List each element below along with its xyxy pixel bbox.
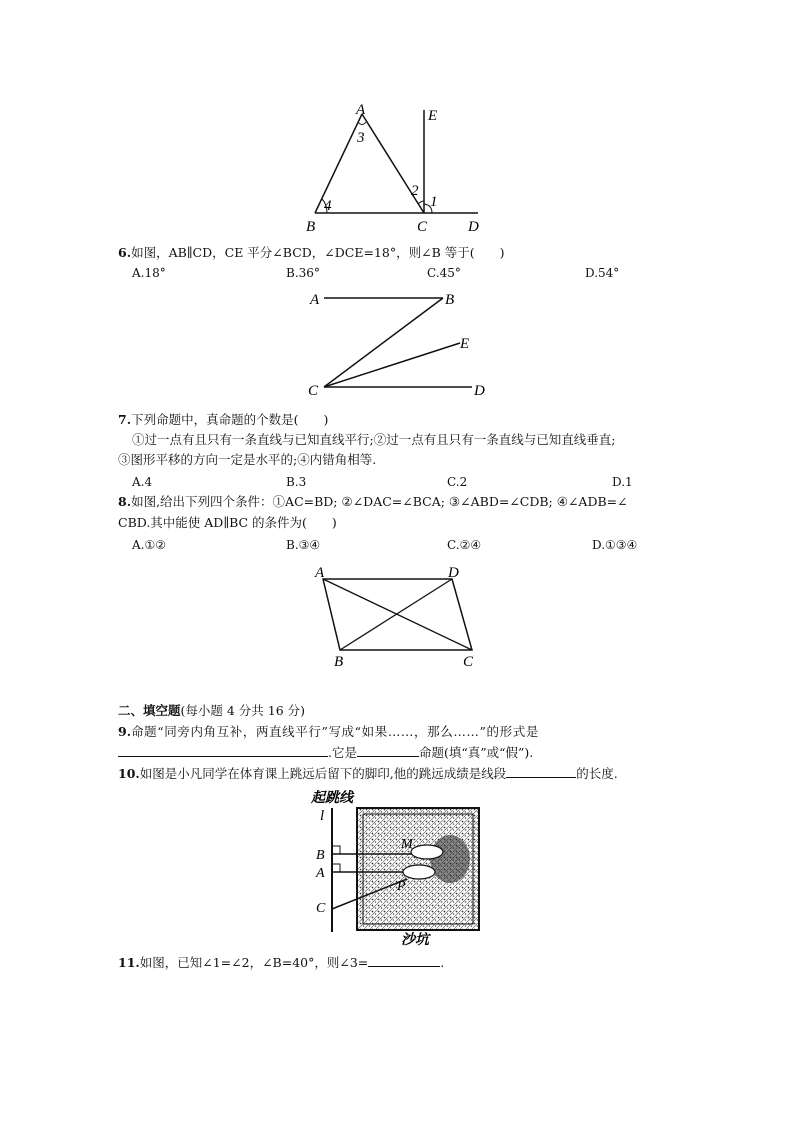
label-e: E — [428, 108, 438, 124]
footprint-p — [403, 865, 435, 879]
diagonal-ac — [323, 579, 472, 650]
label-c: C — [417, 219, 428, 235]
question-8-stem-line1: 如图,给出下列四个条件：①AC=BD; ②∠DAC=∠BCA; ③∠ABD=∠CDB; ④∠ADB=∠ — [131, 494, 628, 509]
footprint-dark — [430, 835, 470, 883]
question-7-statements-line2: ③图形平移的方向一定是水平的;④内错角相等. — [118, 452, 377, 467]
q8-option-c: C.②④ — [447, 538, 482, 552]
label-b: B — [334, 654, 344, 670]
question-7-statements-line1: ①过一点有且只有一条直线与已知直线平行;②过一点有且只有一条直线与已知直线垂直; — [132, 432, 616, 447]
figure-long-jump — [305, 784, 495, 949]
question-8-stem-line2: CBD.其中能使 AD∥BC 的条件为( ) — [118, 515, 337, 530]
label-a: A — [316, 866, 325, 881]
diagonal-bd — [340, 579, 452, 650]
label-2: 2 — [411, 183, 419, 199]
label-a: A — [310, 292, 320, 308]
question-9-stem: 命题“同旁内角互补，两直线平行”写成“如果……，那么……”的形式是 — [131, 724, 539, 739]
section-2-heading — [118, 702, 305, 720]
question-6-stem: 如图，AB∥CD，CE 平分∠BCD，∠DCE=18°，则∠B 等于( ) — [131, 245, 505, 260]
label-p: P — [397, 879, 406, 894]
question-7-number: 7. — [118, 412, 132, 427]
q7-option-d: D.1 — [612, 475, 633, 489]
question-9-line2 — [118, 743, 533, 762]
question-9-mid: .它是 — [328, 745, 357, 760]
label-a: A — [356, 102, 366, 118]
right-angle-mark-b — [332, 846, 340, 854]
q6-option-c: C.45° — [427, 266, 461, 280]
question-7 — [118, 411, 328, 429]
answer-blank-10[interactable] — [506, 764, 576, 778]
angle-arc-2 — [418, 201, 424, 204]
label-d: D — [474, 383, 485, 399]
label-1: 1 — [430, 194, 438, 210]
question-8-number: 8. — [118, 494, 132, 509]
question-9 — [118, 723, 539, 741]
question-11 — [118, 953, 444, 972]
section-2-title: 二、填空题 — [118, 703, 181, 718]
question-11-tail: . — [440, 955, 445, 970]
q6-option-a: A.18° — [132, 266, 166, 280]
label-b: B — [445, 292, 455, 308]
answer-blank-11[interactable] — [368, 953, 440, 967]
q8-option-a: A.①② — [132, 538, 166, 552]
question-11-number: 11. — [118, 955, 140, 970]
label-m: M — [401, 837, 413, 852]
label-d: D — [448, 565, 459, 581]
question-7-stem: 下列命题中，真命题的个数是( ) — [131, 412, 329, 427]
segment-ab — [315, 114, 362, 213]
question-10-tail: 的长度. — [576, 766, 618, 781]
answer-blank-9b[interactable] — [357, 743, 419, 757]
question-10-stem: 如图是小凡同学在体育课上跳远后留下的脚印,他的跳远成绩是线段 — [139, 766, 507, 781]
right-angle-mark-a — [332, 864, 340, 872]
segment-ce — [324, 343, 460, 387]
question-8 — [118, 493, 628, 511]
label-c: C — [463, 654, 474, 670]
question-9-number: 9. — [118, 724, 132, 739]
label-c: C — [316, 901, 326, 916]
section-2-note: (每小题 4 分共 16 分) — [180, 703, 306, 718]
question-10 — [118, 764, 618, 783]
q8-option-b: B.③④ — [286, 538, 321, 552]
figure-parallel-lines-abcde — [300, 285, 500, 400]
label-b: B — [316, 848, 325, 863]
takeoff-line-label: 起跳线 — [311, 790, 353, 806]
q7-option-a: A.4 — [132, 475, 153, 489]
label-e: E — [460, 336, 470, 352]
label-c: C — [308, 383, 319, 399]
footprint-m — [411, 845, 443, 859]
label-d: D — [468, 219, 479, 235]
q7-option-c: C.2 — [447, 475, 468, 489]
question-6 — [118, 244, 504, 262]
segment-bc — [324, 298, 443, 387]
question-6-number: 6. — [118, 245, 132, 260]
angle-arc-3 — [358, 122, 366, 125]
label-4: 4 — [324, 198, 332, 214]
label-l: l — [320, 808, 325, 824]
q8-option-d: D.①③④ — [592, 538, 638, 552]
label-3: 3 — [357, 130, 365, 146]
figure-triangle-abcd — [300, 100, 500, 235]
label-a: A — [315, 565, 325, 581]
question-10-number: 10. — [118, 766, 140, 781]
answer-blank-9a[interactable] — [118, 743, 328, 757]
q7-option-b: B.3 — [286, 475, 307, 489]
figure-quadrilateral-abcd — [305, 560, 495, 675]
q6-option-b: B.36° — [286, 266, 320, 280]
q6-option-d: D.54° — [585, 266, 620, 280]
question-9-tail: 命题(填“真”或“假”). — [418, 745, 534, 760]
question-11-stem: 如图，已知∠1=∠2，∠B=40°，则∠3= — [139, 955, 369, 970]
label-b: B — [306, 219, 316, 235]
sand-pit-label: 沙坑 — [401, 932, 429, 948]
